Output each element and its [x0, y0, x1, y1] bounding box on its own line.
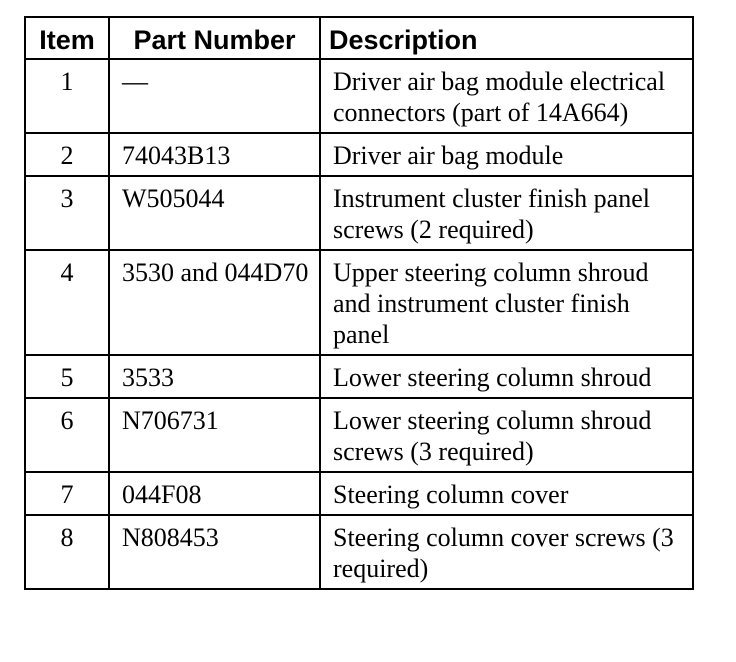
- item-cell: 3: [25, 176, 109, 250]
- table-row: [25, 176, 693, 250]
- table-row: [25, 472, 693, 515]
- table-row: [25, 59, 693, 133]
- item-cell: 8: [25, 515, 109, 589]
- description-cell: Driver air bag module electrical connectors (part of 14A664): [320, 59, 693, 133]
- table-header: [25, 17, 693, 59]
- part-number-cell: 3533: [109, 355, 320, 398]
- description-cell: Steering column cover screws (3 required): [320, 515, 693, 589]
- part-number-cell: 3530 and 044D70: [109, 250, 320, 355]
- part-number-cell: W505044: [109, 176, 320, 250]
- item-cell: 5: [25, 355, 109, 398]
- description-cell: Upper steering column shroud and instrument cluster finish panel: [320, 250, 693, 355]
- item-cell: 2: [25, 133, 109, 176]
- item-cell: 6: [25, 398, 109, 472]
- part-number-cell: 044F08: [109, 472, 320, 515]
- part-number-cell: N808453: [109, 515, 320, 589]
- part-number-cell: 74043B13: [109, 133, 320, 176]
- item-cell: 4: [25, 250, 109, 355]
- table-row: [25, 515, 693, 589]
- table-row: [25, 133, 693, 176]
- table-body: [25, 59, 693, 589]
- table-row: [25, 250, 693, 355]
- header-row: [25, 17, 693, 59]
- item-cell: 7: [25, 472, 109, 515]
- header-description: Description: [320, 17, 693, 59]
- description-cell: Driver air bag module: [320, 133, 693, 176]
- table-row: [25, 355, 693, 398]
- parts-table: [24, 16, 694, 590]
- description-cell: Instrument cluster finish panel screws (2 required): [320, 176, 693, 250]
- part-number-cell: —: [109, 59, 320, 133]
- table-row: [25, 398, 693, 472]
- item-cell: 1: [25, 59, 109, 133]
- part-number-cell: N706731: [109, 398, 320, 472]
- header-part-number: Part Number: [109, 17, 320, 59]
- description-cell: Lower steering column shroud screws (3 required): [320, 398, 693, 472]
- description-cell: Lower steering column shroud: [320, 355, 693, 398]
- description-cell: Steering column cover: [320, 472, 693, 515]
- header-item: Item: [25, 17, 109, 59]
